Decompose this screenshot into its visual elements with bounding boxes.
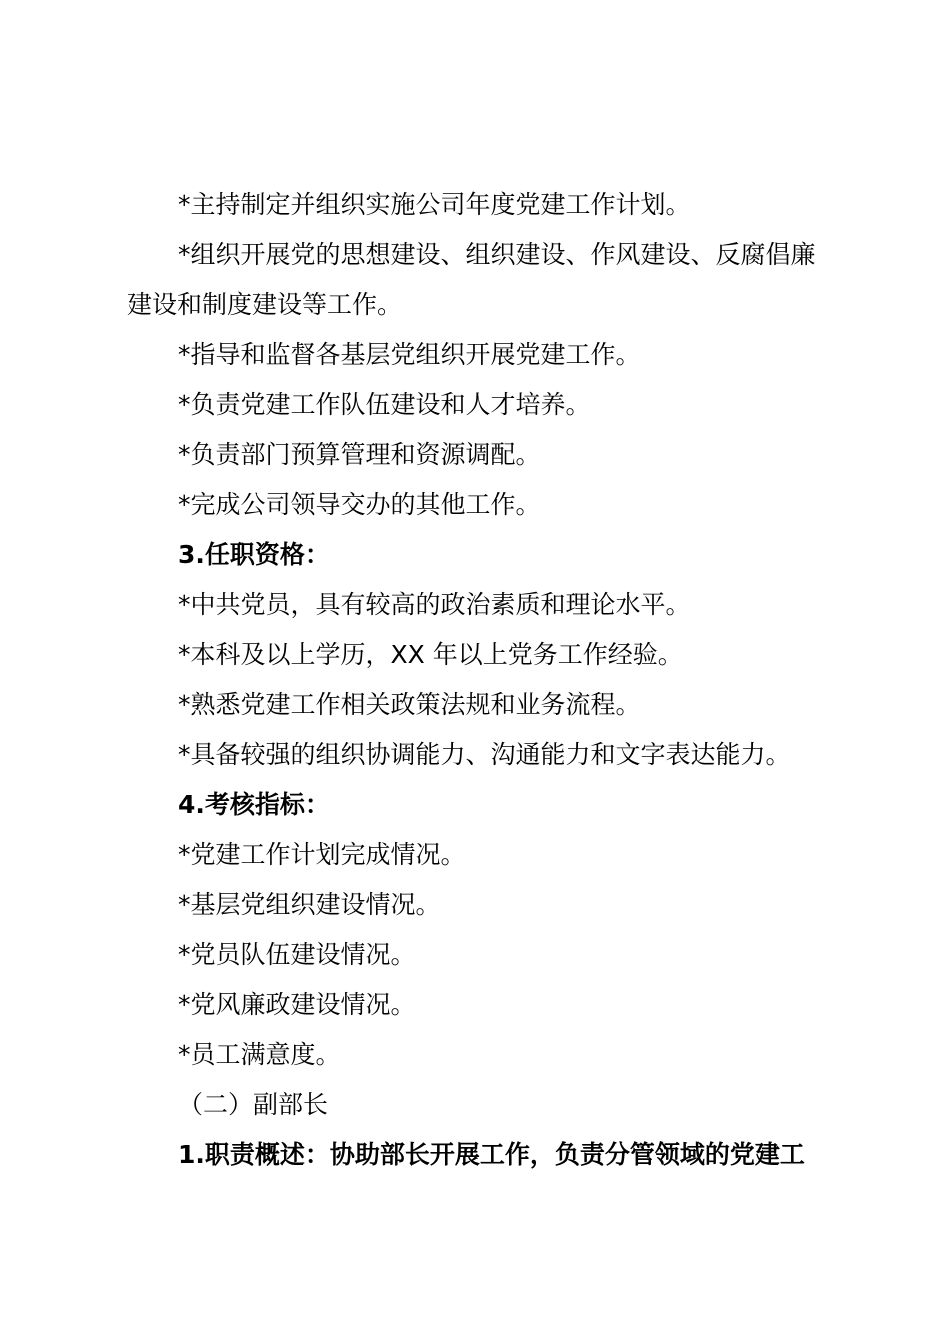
duty-item-guide-supervise: *指导和监督各基层党组织开展党建工作。 [178,340,641,369]
qualification-item-policy-knowledge: *熟悉党建工作相关政策法规和业务流程。 [178,690,641,719]
qualification-item-party-member: *中共党员，具有较高的政治素质和理论水平。 [178,590,691,619]
duty-item-party-building: *组织开展党的思想建设、组织建设、作风建设、反腐倡廉 [178,240,816,269]
section-heading-assessment: 4.考核指标： [178,790,330,819]
qualification-item-abilities: *具备较强的组织协调能力、沟通能力和文字表达能力。 [178,740,791,769]
duty-item-budget: *负责部门预算管理和资源调配。 [178,440,541,469]
duty-item-team-building: *负责党建工作队伍建设和人才培养。 [178,390,591,419]
duty-item-annual-plan: *主持制定并组织实施公司年度党建工作计划。 [178,190,691,219]
assessment-item-members: *党员队伍建设情况。 [178,940,416,969]
duty-overview-deputy: 1.职责概述：协助部长开展工作，负责分管领域的党建工 [178,1140,805,1169]
assessment-item-integrity: *党风廉政建设情况。 [178,990,416,1019]
assessment-item-grassroots: *基层党组织建设情况。 [178,890,441,919]
section-heading-qualifications: 3.任职资格： [178,540,330,569]
duty-item-other-tasks: *完成公司领导交办的其他工作。 [178,490,541,519]
assessment-item-plan-completion: *党建工作计划完成情况。 [178,840,466,869]
subsection-heading-deputy: （二）副部长 [178,1090,329,1119]
assessment-item-satisfaction: *员工满意度。 [178,1040,341,1069]
qualification-item-education: *本科及以上学历，XX 年以上党务工作经验。 [178,640,683,669]
duty-item-party-building-continued: 建设和制度建设等工作。 [127,290,403,319]
